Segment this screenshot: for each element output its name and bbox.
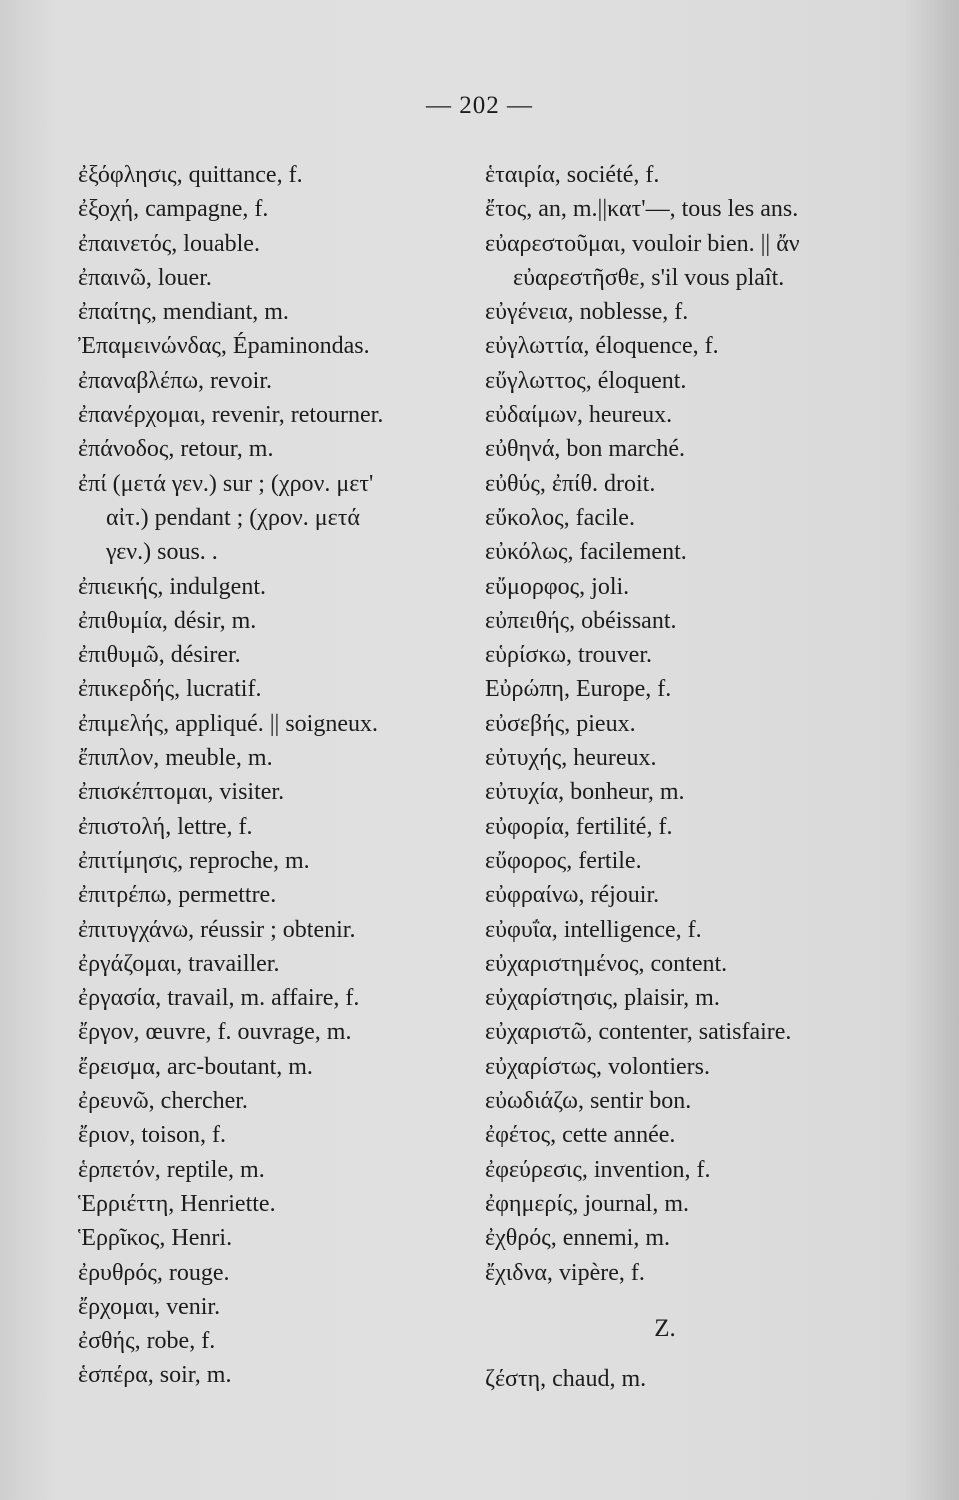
dictionary-entry: ἐπιστολή, lettre, f. xyxy=(78,813,253,840)
dictionary-entry: Ἑρρῖκος, Henri. xyxy=(78,1225,233,1252)
left-column xyxy=(78,158,478,1393)
dictionary-entry-continuation: εὐαρεστῆσθε, s'il vous plaît. xyxy=(513,264,785,291)
dictionary-entry: ἐπιθυμία, désir, m. xyxy=(78,607,257,634)
dictionary-entry-continuation: γεν.) sous. . xyxy=(106,539,218,566)
dictionary-entry: ἔχιδνα, vipère, f. xyxy=(485,1259,645,1286)
dictionary-entry: ἐπαίτης, mendiant, m. xyxy=(78,299,289,326)
dictionary-entry: ἔρεισμα, arc-boutant, m. xyxy=(78,1053,313,1080)
dictionary-entry: ἐργάζομαι, travailler. xyxy=(78,950,280,977)
dictionary-entry: εὐωδιάζω, sentir bon. xyxy=(485,1088,692,1115)
dictionary-entry: ἔργον, œuvre, f. ouvrage, m. xyxy=(78,1019,352,1046)
dictionary-entry: εὐθύς, ἐπίθ. droit. xyxy=(485,470,656,497)
dictionary-entry: ἐφέτος, cette année. xyxy=(485,1122,676,1149)
dictionary-entry: εὐγλωττία, éloquence, f. xyxy=(485,333,719,360)
dictionary-entry: εὐσεβής, pieux. xyxy=(485,710,636,737)
dictionary-entry: ἐπιτυγχάνω, réussir ; obtenir. xyxy=(78,916,356,943)
dictionary-entry: ἑρπετόν, reptile, m. xyxy=(78,1156,265,1183)
dictionary-entry: ἐπιτρέπω, permettre. xyxy=(78,882,277,909)
dictionary-entry: ἐξοχή, campagne, f. xyxy=(78,196,269,223)
dictionary-entry: εὐφυΐα, intelligence, f. xyxy=(485,916,702,943)
dictionary-entry: ἐπί (μετά γεν.) sur ; (χρον. μετ' xyxy=(78,470,374,497)
dictionary-entry: ἔρχομαι, venir. xyxy=(78,1293,221,1320)
dictionary-entry: ἐπάνοδος, retour, m. xyxy=(78,436,274,463)
dictionary-entry: Ἑρριέττη, Henriette. xyxy=(78,1190,276,1217)
dictionary-entry: ἔπιπλον, meuble, m. xyxy=(78,745,273,772)
dictionary-entry: εὐθηνά, bon marché. xyxy=(485,436,686,463)
dictionary-entry: ἑσπέρα, soir, m. xyxy=(78,1362,232,1389)
dictionary-entry: ἐπαινῶ, louer. xyxy=(78,264,212,291)
dictionary-entry: εὐτυχία, bonheur, m. xyxy=(485,779,685,806)
dictionary-entry: εὔμορφος, joli. xyxy=(485,573,630,600)
dictionary-entry: ἔριον, toison, f. xyxy=(78,1122,227,1149)
dictionary-entry: εὐχαρίστως, volontiers. xyxy=(485,1053,710,1080)
right-column xyxy=(485,158,905,1396)
dictionary-entry: ἐρευνῶ, chercher. xyxy=(78,1088,248,1115)
dictionary-entry: ζέστη, chaud, m. xyxy=(485,1365,647,1392)
dictionary-entry: ἐπανέρχομαι, revenir, retourner. xyxy=(78,402,384,429)
dictionary-entry: Ἐπαμεινώνδας, Épaminondas. xyxy=(78,333,370,360)
dictionary-entry: ἔτος, an, m.||κατ'—, tous les ans. xyxy=(485,196,799,223)
dictionary-entry: εὑρίσκω, trouver. xyxy=(485,642,652,669)
dictionary-entry: εὐχαρίστησις, plaisir, m. xyxy=(485,985,720,1012)
dictionary-entry: Εὐρώπη, Europe, f. xyxy=(485,676,672,703)
page-number: — 202 — xyxy=(426,92,533,119)
dictionary-entry: ἐξόφλησις, quittance, f. xyxy=(78,162,303,188)
dictionary-entry: ἐφημερίς, journal, m. xyxy=(485,1190,690,1217)
dictionary-entry: ἐπαινετός, louable. xyxy=(78,230,260,257)
dictionary-entry: εὐκόλως, facilement. xyxy=(485,539,687,566)
dictionary-entry: εὐφορία, fertilité, f. xyxy=(485,813,673,840)
dictionary-entry: ἐπιμελής, appliqué. || soigneux. xyxy=(78,710,378,737)
dictionary-entry: ἑταιρία, société, f. xyxy=(485,162,660,188)
dictionary-entry: ἐρυθρός, rouge. xyxy=(78,1259,230,1286)
dictionary-entry: εὔφορος, fertile. xyxy=(485,847,642,874)
dictionary-entry: ἐφεύρεσις, invention, f. xyxy=(485,1156,711,1183)
dictionary-entry: εὐαρεστοῦμαι, vouloir bien. || ἄν xyxy=(485,230,800,257)
dictionary-entry: εὐχαριστημένος, content. xyxy=(485,950,728,977)
dictionary-entry: ἐχθρός, ennemi, m. xyxy=(485,1225,671,1252)
dictionary-entry-continuation: αἰτ.) pendant ; (χρον. μετά xyxy=(106,504,360,531)
dictionary-entry: ἐπιθυμῶ, désirer. xyxy=(78,642,241,669)
dictionary-entry: ἐπισκέπτομαι, visiter. xyxy=(78,779,285,806)
section-heading-zeta: Z. xyxy=(654,1314,676,1342)
dictionary-entry: εὐτυχής, heureux. xyxy=(485,745,657,772)
dictionary-entry: εὔκολος, facile. xyxy=(485,504,635,531)
dictionary-entry: εὐπειθής, obéissant. xyxy=(485,607,677,634)
dictionary-entry: εὐχαριστῶ, contenter, satisfaire. xyxy=(485,1019,792,1046)
dictionary-entry: ἐπιεικής, indulgent. xyxy=(78,573,266,600)
dictionary-entry: ἐπιτίμησις, reproche, m. xyxy=(78,847,310,874)
dictionary-entry: εὐγένεια, noblesse, f. xyxy=(485,299,689,326)
dictionary-entry: ἐργασία, travail, m. affaire, f. xyxy=(78,985,360,1012)
dictionary-entry: ἐπαναβλέπω, revoir. xyxy=(78,367,273,394)
dictionary-entry: ἐπικερδής, lucratif. xyxy=(78,676,262,703)
dictionary-entry: εὔγλωττος, éloquent. xyxy=(485,367,687,394)
dictionary-entry: εὐδαίμων, heureux. xyxy=(485,402,673,429)
dictionary-entry: ἐσθής, robe, f. xyxy=(78,1328,216,1355)
dictionary-entry: εὐφραίνω, réjouir. xyxy=(485,882,660,909)
